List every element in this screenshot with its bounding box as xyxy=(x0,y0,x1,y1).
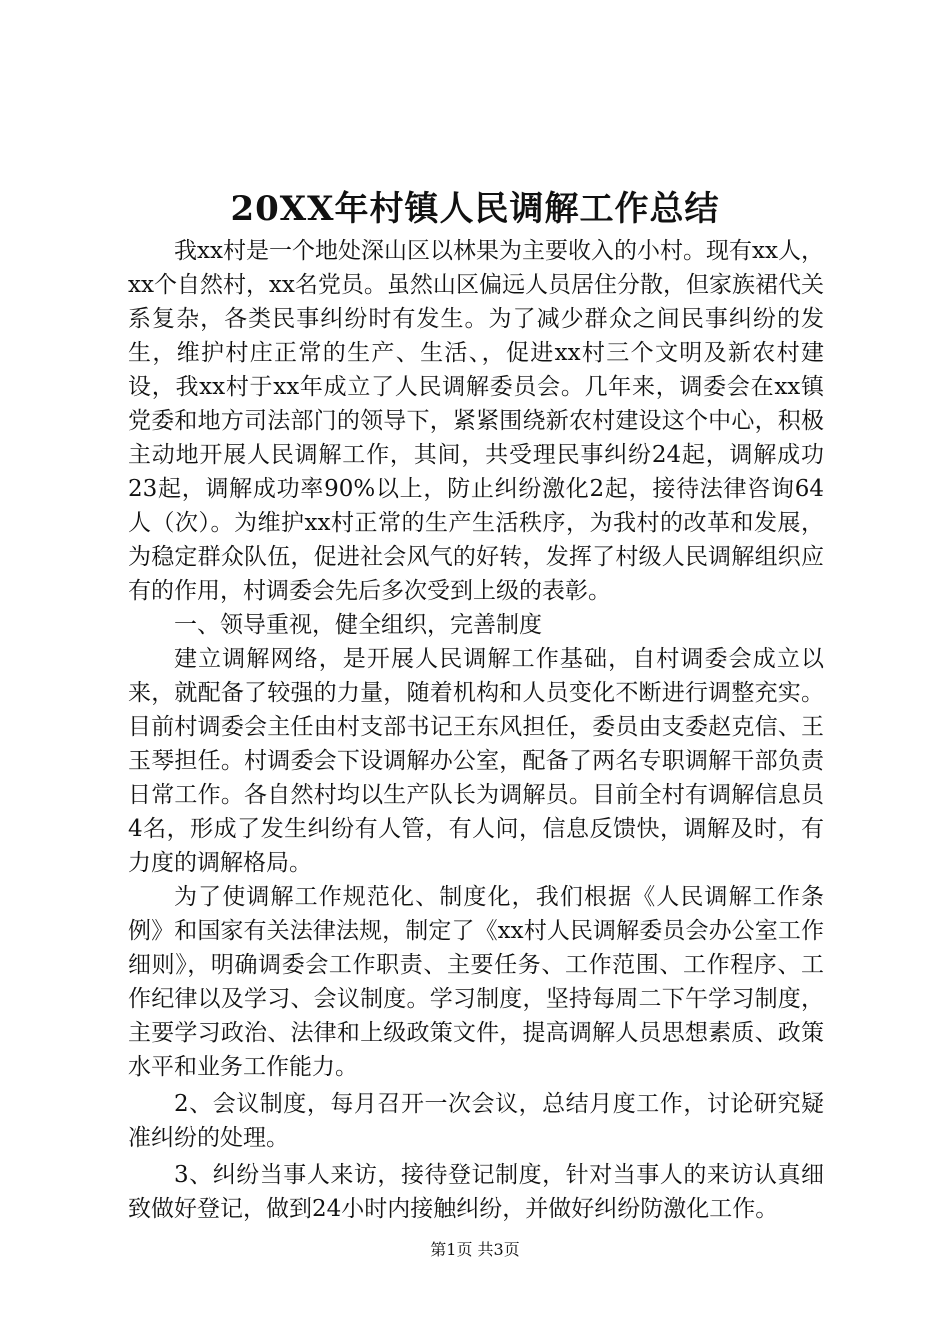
intro-paragraph: 我xx村是一个地处深山区以林果为主要收入的小村。现有xx人，xx个自然村，xx名党员。虽然山区偏远人员居住分散，但家族裙代关系复杂，各类民事纠纷时有发生。为了减少群众之间民事纠纷的发生，维护村庄正常的生产、生活、，促进xx村三个文明及新农村建设，我xx村于xx年成立了人民调解委员会。几年来，调委会在xx镇党委和地方司法部门的领导下，紧紧围绕新农村建设这个中心，积极主动地开展人民调解工作，其间，共受理民事纠纷24起，调解成功23起，调解成功率90%以上，防止纠纷激化2起，接待法律咨询64人（次）。为维护xx村正常的生产生活秩序，为我村的改革和发展，为稳定群众队伍，促进社会风气的好转，发挥了村级人民调解组织应有的作用，村调委会先后多次受到上级的表彰。 xyxy=(128,238,824,604)
page-number: 第1页 共3页 xyxy=(430,1240,520,1259)
body-paragraph: 为了使调解工作规范化、制度化，我们根据《人民调解工作条例》和国家有关法律法规，制定了《xx村人民调解委员会办公室工作细则》，明确调委会工作职责、主要任务、工作范围、工作程序、工作纪律以及学习、会议制度。学习制度，坚持每周二下午学习制度，主要学习政治、法律和上级政策文件，提高调解人员思想素质、政策水平和业务工作能力。 xyxy=(128,884,824,1080)
body-paragraph: 建立调解网络，是开展人民调解工作基础，自村调委会成立以来，就配备了较强的力量，随着机构和人员变化不断进行调整充实。目前村调委会主任由村支部书记王东风担任，委员由支委赵克信、王玉琴担任。村调委会下设调解办公室，配备了两名专职调解干部负责日常工作。各自然村均以生产队长为调解员。目前全村有调解信息员4名，形成了发生纠纷有人管，有人问，信息反馈快，调解及时，有力度的调解格局。 xyxy=(128,646,824,876)
list-paragraph: 2、会议制度，每月召开一次会议，总结月度工作，讨论研究疑准纠纷的处理。 xyxy=(128,1091,824,1151)
section-heading: 一、领导重视，健全组织，完善制度 xyxy=(174,612,542,638)
document-body xyxy=(128,234,824,1226)
document-title: 20XX年村镇人民调解工作总结 xyxy=(230,189,720,229)
list-paragraph: 3、纠纷当事人来访，接待登记制度，针对当事人的来访认真细致做好登记，做到24小时内接触纠纷，并做好纠纷防激化工作。 xyxy=(128,1162,824,1222)
